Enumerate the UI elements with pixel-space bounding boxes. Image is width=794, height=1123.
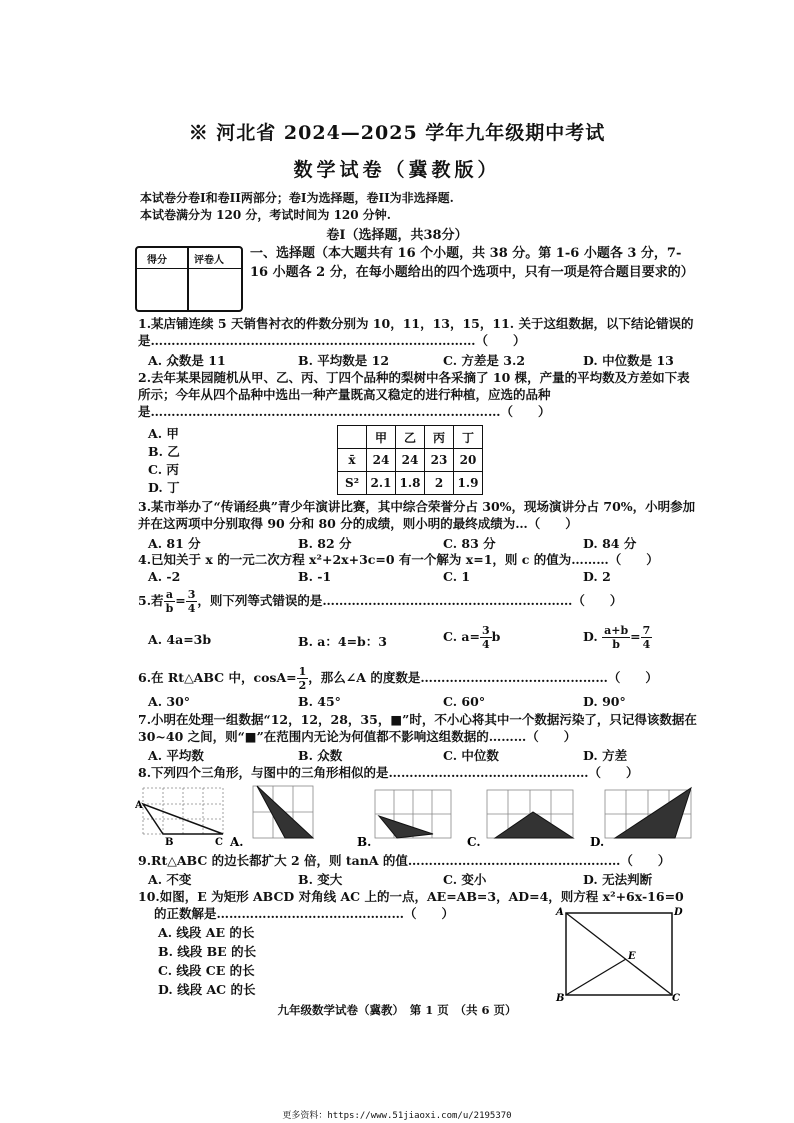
fig-label-b: B — [556, 993, 565, 1003]
q7-option-d: D. 方差 — [583, 748, 628, 763]
q5-fraction-ab: $\frac{a}{b}$ — [165, 588, 174, 615]
q8-option-d: D. — [590, 835, 605, 849]
question-3-stem: 3.某市举办了“传诵经典”青少年演讲比赛，其中综合荣誉分占 30%，现场演讲分占 70%，小明参加并在这两项中分别取得 90 分和 80 分的成绩，则小明的最终成绩为…（ ） — [138, 499, 696, 531]
question-6-stem: 6.在 Rt△ABC 中，cosA= $\frac{1}{2}$ ，那么∠A 的度数是………………………………………（ ） — [138, 665, 658, 692]
question-10-stem-line1: 10.如图，E 为矩形 ABCD 对角线 AC 上的一点，AE=AB=3，AD=4，则方程 x²+6x-16=0 — [138, 889, 684, 904]
fig-label-c: C — [672, 993, 680, 1003]
fig-label-a: A — [135, 800, 143, 811]
score-box — [135, 246, 243, 312]
q8-option-b: B. — [357, 835, 372, 849]
page-footer: 九年级数学试卷（冀教） 第 1 页 （共 6 页） — [277, 1003, 517, 1017]
q7-option-a: A. 平均数 — [148, 748, 204, 763]
q10-option-c: C. 线段 CE 的长 — [158, 963, 255, 978]
q3-option-b: B. 82 分 — [298, 536, 352, 551]
q2-option-c: C. 丙 — [148, 462, 179, 477]
question-2-stem: 2.去年某果园随机从甲、乙、丙、丁四个品种的梨树中各采摘了 10 棵，产量的平均数及方差如下表所示；今年从四个品种中选出一种产量既高又稳定的进行种植，应选的品种是…………………………………………………………………………（ ） — [138, 370, 690, 419]
q6-option-a: A. 30° — [148, 694, 191, 709]
q1-option-d: D. 中位数是 13 — [583, 353, 674, 368]
q1-option-b: B. 平均数是 12 — [298, 353, 390, 368]
question-8-stem: 8.下列四个三角形，与图中的三角形相似的是…………………………………………（ ） — [138, 765, 639, 780]
exam-subtitle: 数学试卷（冀教版） — [293, 159, 501, 181]
q10-rectangle-figure — [554, 903, 684, 1003]
table-cell: x̄ — [338, 449, 367, 472]
table-head-cell: 丙 — [425, 426, 454, 449]
q4-option-d: D. 2 — [583, 569, 611, 584]
table-cell: 23 — [425, 449, 454, 472]
q4-option-c: C. 1 — [443, 569, 471, 584]
table-cell: 1.9 — [454, 472, 483, 495]
table-head-cell: 丁 — [454, 426, 483, 449]
fig-label-e: E — [628, 951, 636, 962]
table-head-cell — [338, 426, 367, 449]
table-head-cell: 甲 — [367, 426, 396, 449]
question-7-stem: 7.小明在处理一组数据“12，12，28，35，■”时，不小心将其中一个数据污染了，只记得该数据在 30~40 之间，则“■”在范围内无论为何值都不影响这组数据的………（ ） — [138, 712, 697, 744]
q8-option-a: A. — [230, 835, 244, 849]
table-cell: 1.8 — [396, 472, 425, 495]
q2-option-b: B. 乙 — [148, 444, 180, 459]
fig-label-d: D — [674, 907, 683, 918]
q6-option-c: C. 60° — [443, 694, 486, 709]
yield-table — [337, 425, 483, 495]
table-cell: 20 — [454, 449, 483, 472]
q1-option-a: A. 众数是 11 — [148, 353, 226, 368]
q5-option-d: D. $\frac{a+b}{b}$ = $\frac{7}{4}$ — [583, 624, 651, 651]
q5-prefix: 5.若 — [138, 593, 164, 608]
q5-option-b: B. a：4=b：3 — [298, 634, 387, 649]
exam-note-1: 本试卷分卷I和卷II两部分；卷I为选择题，卷II为非选择题. — [140, 191, 454, 205]
section-one-instructions: 一、选择题（本大题共有 16 个小题，共 38 分。第 1-6 小题各 3 分，7-16 小题各 2 分，在每小题给出的四个选项中，只有一项是符合题目要求的） — [250, 246, 694, 280]
table-cell: 2 — [425, 472, 454, 495]
q6-option-d: D. 90° — [583, 694, 626, 709]
q5-option-c: C. a= $\frac{3}{4}$ b — [443, 624, 501, 651]
table-cell: S² — [338, 472, 367, 495]
q10-option-a: A. 线段 AE 的长 — [158, 925, 255, 940]
question-4-stem: 4.已知关于 x 的一元二次方程 x²+2x+3c=0 有一个解为 x=1，则 c 的值为………（ ） — [138, 552, 659, 567]
table-cell: 2.1 — [367, 472, 396, 495]
fig-label-b: B — [165, 837, 174, 848]
q6-option-b: B. 45° — [298, 694, 341, 709]
q7-option-b: B. 众数 — [298, 748, 343, 763]
exam-title: ※ 河北省 2024—2025 学年九年级期中考试 — [188, 122, 606, 144]
q5-fraction-34: $\frac{3}{4}$ — [187, 588, 196, 615]
q5-option-a: A. 4a=3b — [148, 632, 212, 647]
fig-label-a: A — [556, 907, 564, 918]
q9-option-a: A. 不变 — [148, 872, 192, 887]
q9-option-b: B. 变大 — [298, 872, 343, 887]
exam-note-2: 本试卷满分为 120 分，考试时间为 120 分钟. — [140, 208, 391, 222]
q7-option-c: C. 中位数 — [443, 748, 499, 763]
q2-option-a: A. 甲 — [148, 426, 179, 441]
score-label: 得分 — [147, 255, 167, 266]
question-9-stem: 9.Rt△ABC 的边长都扩大 2 倍，则 tanA 的值……………………………………………（ ） — [138, 853, 671, 868]
q8-option-c: C. — [467, 835, 481, 849]
q8-figures — [135, 782, 695, 850]
grader-label: 评卷人 — [194, 255, 224, 266]
fig-label-c: C — [215, 837, 223, 848]
reference-triangle-figure — [135, 788, 223, 848]
q4-option-a: A. -2 — [148, 569, 181, 584]
q3-option-c: C. 83 分 — [443, 536, 496, 551]
q9-option-d: D. 无法判断 — [583, 872, 653, 887]
q4-option-b: B. -1 — [298, 569, 332, 584]
q10-option-b: B. 线段 BE 的长 — [158, 944, 257, 959]
table-cell: 24 — [396, 449, 425, 472]
table-cell: 24 — [367, 449, 396, 472]
question-10-stem-line2: 的正数解是………………………………………（ ） — [154, 906, 455, 921]
table-head-cell: 乙 — [396, 426, 425, 449]
question-5-stem: 5.若 $\frac{a}{b}$ = $\frac{3}{4}$ ，则下列等式错误的是……………………………………………………（ ） — [138, 588, 623, 615]
q2-option-d: D. 丁 — [148, 480, 180, 495]
question-1-stem: 1.某店铺连续 5 天销售衬衣的件数分别为 10，11，13，15，11. 关于这组数据，以下结论错误的是……………………………………………………………………（ ） — [138, 316, 694, 348]
q1-option-c: C. 方差是 3.2 — [443, 353, 526, 368]
q10-option-d: D. 线段 AC 的长 — [158, 982, 256, 997]
q9-option-c: C. 变小 — [443, 872, 487, 887]
source-link[interactable]: 更多资料：https://www.51jiaoxi.com/u/2195370 — [282, 1111, 512, 1121]
q5-suffix: ，则下列等式错误的是……………………………………………………（ ） — [197, 593, 623, 608]
q3-option-d: D. 84 分 — [583, 536, 637, 551]
part-one-heading: 卷Ⅰ（选择题，共38分） — [326, 228, 468, 243]
q3-option-a: A. 81 分 — [148, 536, 201, 551]
